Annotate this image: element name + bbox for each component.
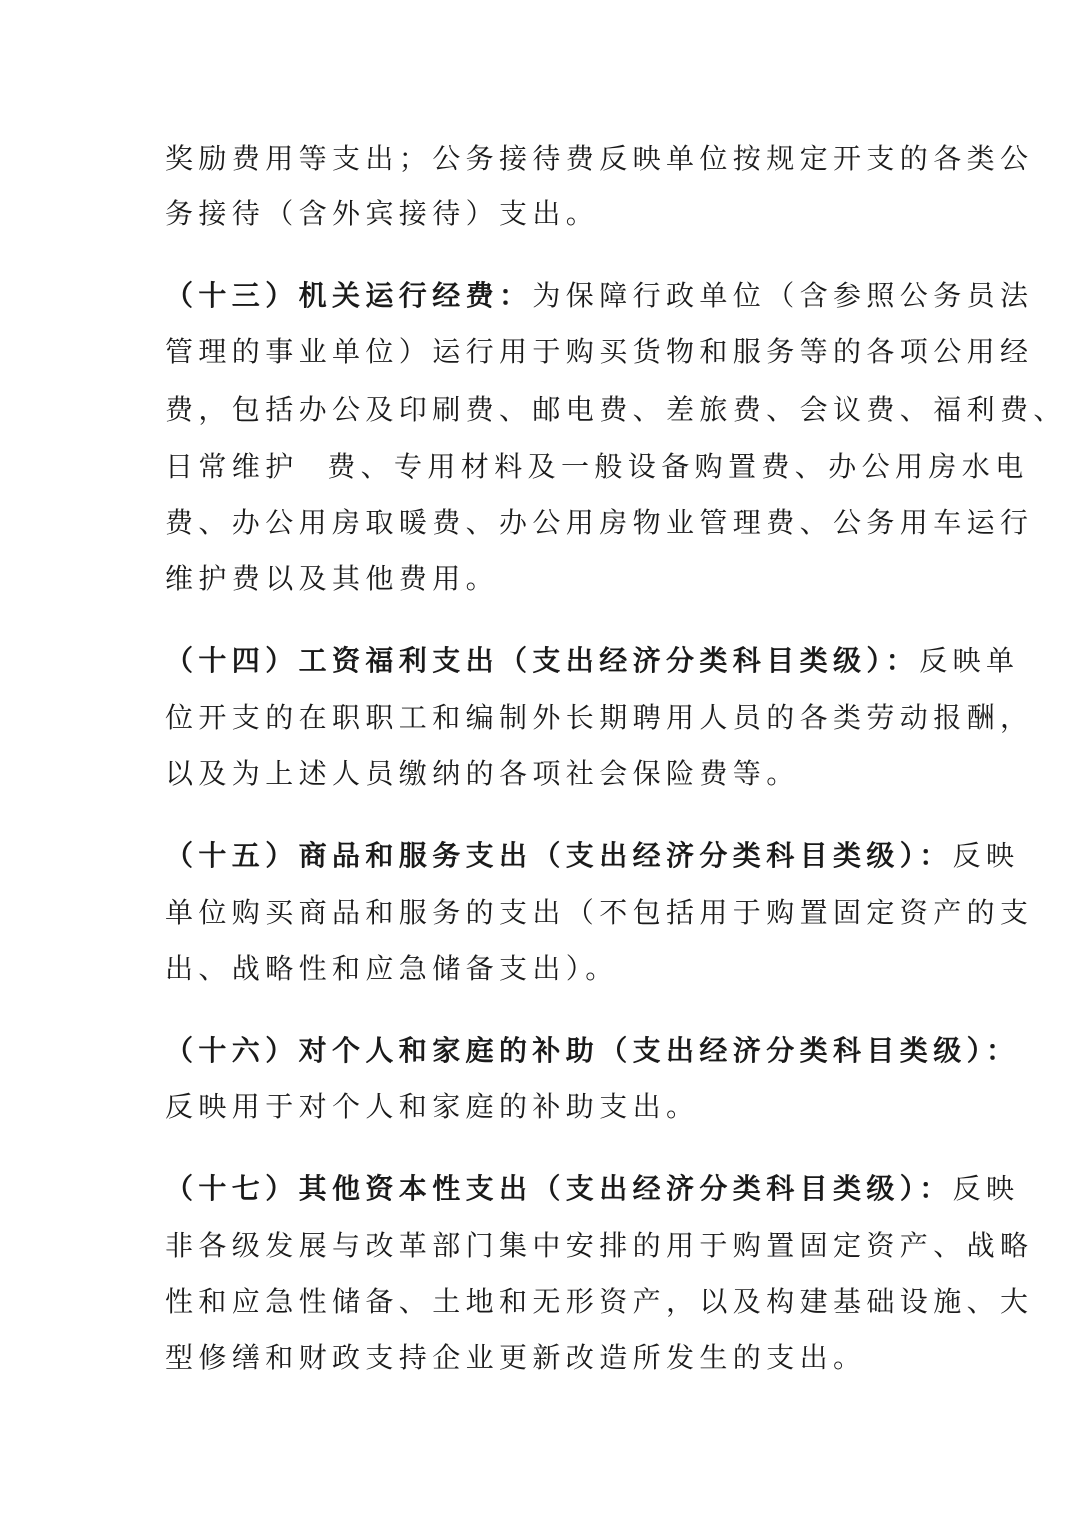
line-text: 费，包括办公及印刷费、邮电费、差旅费、会议费、福利费、 [165, 393, 1067, 426]
paragraph-6-line-3 [165, 1284, 1034, 1320]
paragraph-2-line-5 [165, 505, 1034, 541]
paragraph-2-line-3 [165, 392, 1067, 428]
line-text: 奖励费用等支出；公务接待费反映单位按规定开支的各类公 [165, 142, 1034, 175]
line-text: 非各级发展与改革部门集中安排的用于购置固定资产、战略 [165, 1229, 1034, 1262]
line-text: 反映单 [919, 644, 1020, 677]
paragraph-5-line-1 [165, 1033, 1020, 1069]
paragraph-3-line-1 [165, 643, 1020, 679]
line-text: 单位购买商品和服务的支出（不包括用于购置固定资产的支 [165, 896, 1034, 929]
paragraph-1-line-2 [165, 196, 925, 232]
paragraph-4-line-3 [165, 951, 925, 987]
section-heading: （十六）对个人和家庭的补助（支出经济分类科目类级）： [165, 1034, 1020, 1067]
line-text: 为保障行政单位（含参照公务员法 [532, 279, 1034, 312]
section-heading: （十四）工资福利支出（支出经济分类科目类级）： [165, 644, 920, 677]
paragraph-6-line-2 [165, 1228, 1034, 1264]
section-heading: （十七）其他资本性支出（支出经济分类科目类级）： [165, 1172, 953, 1205]
line-text: 型修缮和财政支持企业更新改造所发生的支出。 [165, 1341, 867, 1374]
line-text: 费、办公用房取暖费、办公用房物业管理费、公务用车运行 [165, 506, 1034, 539]
paragraph-4-line-2 [165, 895, 1034, 931]
paragraph-6-line-1 [165, 1171, 1020, 1207]
section-heading: （十五）商品和服务支出（支出经济分类科目类级）： [165, 839, 953, 872]
line-text: 日常维护 费、专用材料及一般设备购置费、办公用房水电 [165, 450, 1029, 483]
paragraph-2-line-2 [165, 334, 1034, 370]
line-text: 反映 [952, 839, 1020, 872]
paragraph-6-line-4 [165, 1340, 925, 1376]
line-text: 维护费以及其他费用。 [165, 562, 500, 595]
paragraph-2-line-4 [165, 449, 1029, 485]
line-text: 出、战略性和应急储备支出）。 [165, 952, 619, 985]
line-text: 性和应急性储备、土地和无形资产，以及构建基础设施、大 [165, 1285, 1034, 1318]
paragraph-2-line-1 [165, 278, 1034, 314]
paragraph-5-line-2 [165, 1089, 925, 1125]
paragraph-1-line-1 [165, 141, 1034, 177]
line-text: 管理的事业单位）运行用于购买货物和服务等的各项公用经 [165, 335, 1034, 368]
line-text: 反映 [952, 1172, 1020, 1205]
line-text: 反映用于对个人和家庭的补助支出。 [165, 1090, 700, 1123]
line-text: 位开支的在职职工和编制外长期聘用人员的各类劳动报酬， [165, 701, 1034, 734]
line-text: 以及为上述人员缴纳的各项社会保险费等。 [165, 757, 800, 790]
paragraph-3-line-3 [165, 756, 925, 792]
section-heading: （十三）机关运行经费： [165, 279, 533, 312]
paragraph-3-line-2 [165, 700, 1034, 736]
paragraph-4-line-1 [165, 838, 1020, 874]
line-text: 务接待（含外宾接待）支出。 [165, 197, 600, 230]
paragraph-2-line-6 [165, 561, 925, 597]
